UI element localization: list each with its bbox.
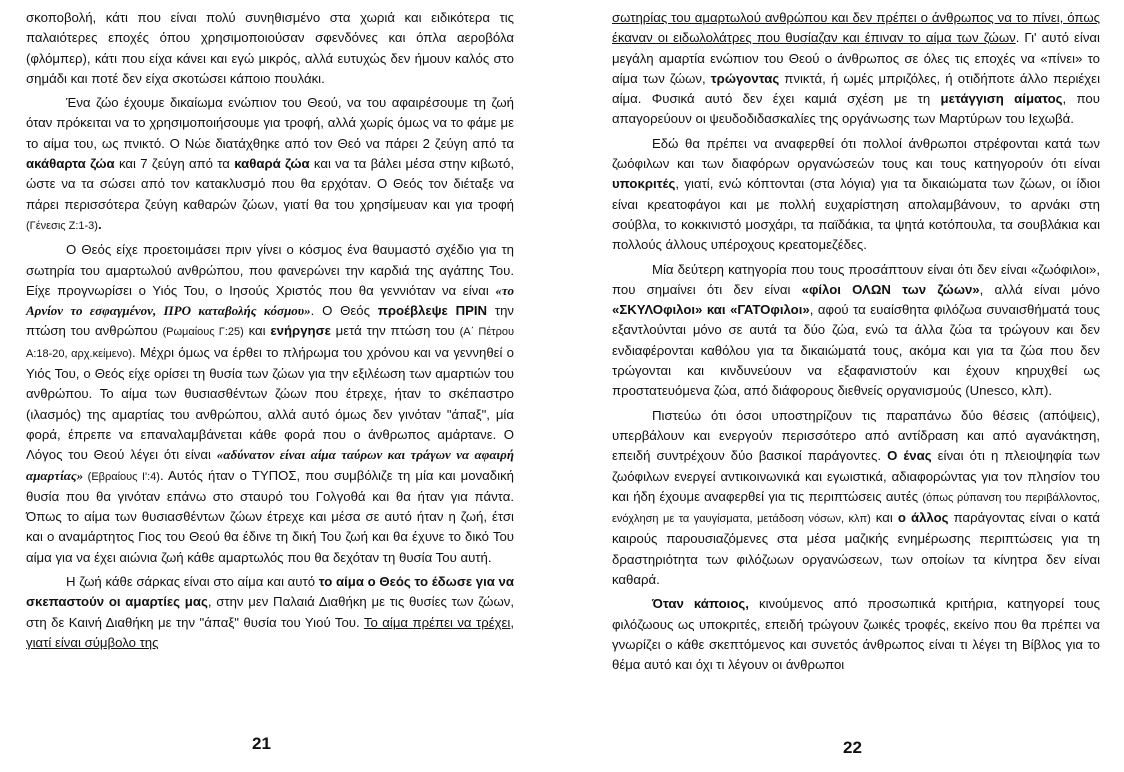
paragraph xyxy=(26,93,514,236)
paragraph xyxy=(612,8,1100,130)
quotation: «αδύνατον είναι αίμα ταύρων και τράγων να αφαιρή αμαρτίας» xyxy=(26,447,514,483)
text-run: Ο Θεός είχε προετοιμάσει πριν γίνει ο κόσμος ένα θαυμαστό σχέδιο για τη σωτηρία του αμαρτωλού ανθρώπου, που φανερώνει την καρδιά της αγάπης Του. Είχε προγνωρίσει ο Υιός Του, ο Ιησούς Χριστός που θα γεννιόταν να είναι xyxy=(26,242,514,298)
bold-text: Όταν κάποιος, xyxy=(652,596,749,612)
text-run: και xyxy=(243,323,271,339)
page-number: 21 xyxy=(252,734,271,753)
paragraph xyxy=(26,572,514,653)
text-run: και να τα βάλει μέσα στην κιβωτό, ώστε να τα σώσει από τον κατακλυσμό που θα ερχόταν. Ο Θεός τον διέταξε να πάρει περισσότερα ζεύγη καθαρών ζώων, γιατί θα του χρησίμευαν και για τροφή xyxy=(26,156,515,212)
text-run: . Γι' αυτό είναι μεγάλη αμαρτία ενώπιον του Θεού ο άνθρωπος σε όλες τις εποχές να «πίνει» το αίμα των ζώων, xyxy=(612,30,1100,86)
text-run: Μία δεύτερη κατηγορία που τους προσάπτουν είναι ότι δεν είναι «ζωόφιλοι», που σημαίνει ότι δεν είναι xyxy=(612,261,1100,297)
right-page xyxy=(612,8,1100,680)
bold-text: μετάγγιση αίματος xyxy=(940,91,1063,107)
bold-text: υποκριτές xyxy=(612,176,676,192)
text-run: , που απαγορεύουν οι ψευδοδιδασκαλίες της οργάνωσης των Μαρτύρων του Ιεχωβά. xyxy=(612,91,1100,127)
scripture-reference: (Ρωμαίους Γ:25) xyxy=(162,326,244,339)
scripture-reference: (Γένεσις Ζ:1-3) xyxy=(26,219,98,232)
bold-text: ενήργησε xyxy=(270,323,331,339)
bold-text: προέβλεψε ΠΡΙΝ xyxy=(377,303,488,319)
paragraph xyxy=(26,8,514,89)
text-run: Εδώ θα πρέπει να αναφερθεί ότι πολλοί άνθρωποι στρέφονται κατά των ζωόφιλων και των διαφόρων οργανώσεών τους και τους κατηγορούν ότι είναι xyxy=(612,135,1100,172)
text-run: Η ζωή κάθε σάρκας είναι στο αίμα και αυτό xyxy=(66,574,319,590)
page-number: 22 xyxy=(843,738,862,757)
paragraph xyxy=(612,406,1100,591)
text-run: παράγοντας είναι ο κατά καιρούς παρουσιαζόμενες στα μέσα μαζικής ενημέρωσης περιπτώσεις για τη δραστηριότητα των φιλόζωων οργανώσεων, των οποίων τα κίνητρα δεν είναι καθαρά. xyxy=(612,510,1100,588)
text-run: . Αυτός ήταν ο ΤΥΠΟΣ, που συμβόλιζε τη μία και μοναδική θυσία που θα γινόταν επάνω στο σταυρό του Γολγοθά και θα ήταν για πάντα. Όπως το αίμα των θυσιασθέντων ζώων έτρεχε και μέσα σε αυτό ήταν η ζωή, έτσι και ο αναμάρτητος Γιος του Θεού θα έδινε τη δική Του ζωή και θα έχυνε το δικό Του αίμα για να έχει αιώνια ζωή κάθε αμαρτωλός που θα δεχόταν τη θυσία Του αυτή. xyxy=(26,467,514,565)
quotation: «το Αρνίον το εσφαγμένον, ΠΡΟ καταβολής κόσμου» xyxy=(26,282,514,319)
bold-text: ο άλλος xyxy=(897,510,949,526)
bold-text: «ΣΚΥΛΟφιλοι» και «ΓΑΤΟφιλοι» xyxy=(612,302,810,318)
text-run: . xyxy=(97,216,102,232)
text-run: κινούμενος από προσωπικά κριτήρια, κατηγορεί τους φιλόζωους ως υποκριτές, επειδή τρώγουν ζωικές τροφές, εκείνο που θα πρέπει να γνωρίζει ο κάθε σκεπτόμενος και συνετός άνθρωπος είναι τι λέγει τη Βίβλος για το θέμα αυτό και όχι τι λέγουν οι άνθρωποι xyxy=(612,596,1100,673)
scripture-reference: (Α΄ Πέτρου Α:18-20, αρχ.κείμενο) xyxy=(26,326,514,360)
text-run: Πιστεύω ότι όσοι υποστηρίζουν τις παραπάνω δύο θέσεις (απόψεις), υπερβάλουν και ενεργούν περισσότερο από αντίδραση και από αγανάκτηση, επειδή συντρέχουν δύο βασικοί παράγοντες. xyxy=(612,407,1100,464)
underlined-text: Το αίμα πρέπει να τρέχει, γιατί είναι σύμβολο της xyxy=(26,614,514,650)
bold-text: το αίμα ο Θεός το έδωσε για να σκεπαστούν οι αμαρτίες μας xyxy=(26,574,514,610)
text-run: Ένα ζώο έχουμε δικαίωμα ενώπιον του Θεού, να του αφαιρέσουμε τη ζωή όταν πρόκειται να το χρησιμοποιήσουμε για τροφή, αλλά χωρίς όμως να το φάμε με το αίμα του, ως πνικτό. Ο Νώε διατάχθηκε από τον Θεό να πάρει 2 ζεύγη από τα xyxy=(26,95,514,151)
text-run: και 7 ζεύγη από τα xyxy=(114,156,235,172)
scripture-reference: (Εβραίους Ι':4) xyxy=(83,470,160,483)
text-run: . Ο Θεός xyxy=(310,303,378,319)
text-run: μετά την πτώση του xyxy=(330,323,460,339)
paragraph xyxy=(26,240,514,568)
paragraph xyxy=(612,134,1100,256)
text-run: είναι ότι η πλειοψηφία των ζωόφιλων ενεργεί αντικοινωνικά και εγωιστικά, αδιαφορώντας για τον πλησίον του και ήδη έχουμε αναφερθεί για τις περιπτώσεις αυτές xyxy=(612,448,1100,504)
text-run: πνικτά, ή ωμές μπριζόλες, ή οτιδήποτε άλλο περιέχει αίμα. Φυσικά αυτό δεν έχει καμιά σχέση με τη xyxy=(612,70,1100,107)
bold-text: ακάθαρτα ζώα xyxy=(26,156,115,172)
text-run: , αφού τα ευαίσθητα φιλόζωα συναισθήματά τους εξαντλούνται μόνο σε αυτά τα δύο ζώα, ενώ τα άλλα ζώα τα τρώγουν και δεν ενδιαφέρονται καθόλου για τα δικαιώματά τους, ακόμα και για τα ζώα που δεν τρώγονται και κινδυνεύουν να εξαφανιστούν και έχουν κηρυχθεί ως προστατευόμενα ζώα, από διάφορους διεθνείς οργανισμούς (Unesco, κλπ). xyxy=(612,302,1101,399)
bold-text: Ο ένας xyxy=(887,448,932,464)
text-run: . Μέχρι όμως να έρθει το πλήρωμα του χρόνου και να γεννηθεί ο Υιός Του, ο Θεός είχε ορίσει τη θυσία των ζώων για την εξιλέωση των αμαρτιών του ανθρώπου. Το αίμα των θυσιασθέντων ζώων που έτρεχε, ήταν το σκέπαστρο (ιλασμός) της αμαρτίας του ανθρώπου, αλλά αυτό όμως δεν γινόταν "άπαξ", μία φορά, έπρεπε να επαναλαμβάνεται κάθε φορά που ο άνθρωπος αμάρτανε. Ο Λόγος του Θεού λέγει ότι είναι xyxy=(26,344,514,463)
bold-text: καθαρά ζώα xyxy=(234,156,310,172)
text-run: , αλλά είναι μόνο xyxy=(979,281,1100,297)
bold-text: «φίλοι ΟΛΩΝ των ζώων» xyxy=(801,281,980,297)
text-run: , στην μεν Παλαιά Διαθήκη με τις θυσίες των ζώων, στη δε Καινή Διαθήκη με την "άπαξ" θυσία του Υιού Του. xyxy=(26,594,515,630)
bold-text: τρώγοντας xyxy=(710,70,780,86)
paragraph xyxy=(612,594,1100,675)
paragraph xyxy=(612,260,1100,402)
left-page xyxy=(26,8,514,657)
text-run: την πτώση του ανθρώπου xyxy=(26,303,514,339)
paragraph-text: σκοποβολή, κάτι που είναι πολύ συνηθισμένο στα χωριά και ειδικότερα τις παλαιότερες εποχές όπου χρησιμοποιούσαν σφενδόνες και όπλα αεροβόλα (φλόμπερ), κάτι που είχα κάνει και εγώ μικρός, αλλά ευτυχώς δεν ήμουν καλός στο σημάδι και ποτέ δεν είχα σκοτώσει κάποιο πουλάκι. xyxy=(26,10,514,86)
text-run: , γιατί, ενώ κόπτονται (στα λόγια) για τα δικαιώματα των ζώων, οι ίδιοι είναι κρεατοφάγοι και με πολλή ευχαρίστηση απολαμβάνουν, το αρνάκι στη σούβλα, το κοκκινιστό μοσχάρι, τα παϊδάκια, τα ψητά κοτόπουλα, τα σουβλάκια και πολλούς άλλους υπέροχους κρεατομεζέδες. xyxy=(612,176,1100,253)
underlined-text: σωτηρίας του αμαρτωλού ανθρώπου και δεν πρέπει ο άνθρωπος να το πίνει, όπως έκαναν οι ειδωλολάτρες που θυσίαζαν και έπιναν το αίμα των ζώων xyxy=(612,10,1100,46)
text-run: και xyxy=(870,510,898,526)
small-text: (όπως ρύπανση του περιβάλλοντος, ενόχληση με τα γαυγίσματα, μετάδοση νόσων, κλπ) xyxy=(612,491,1100,526)
